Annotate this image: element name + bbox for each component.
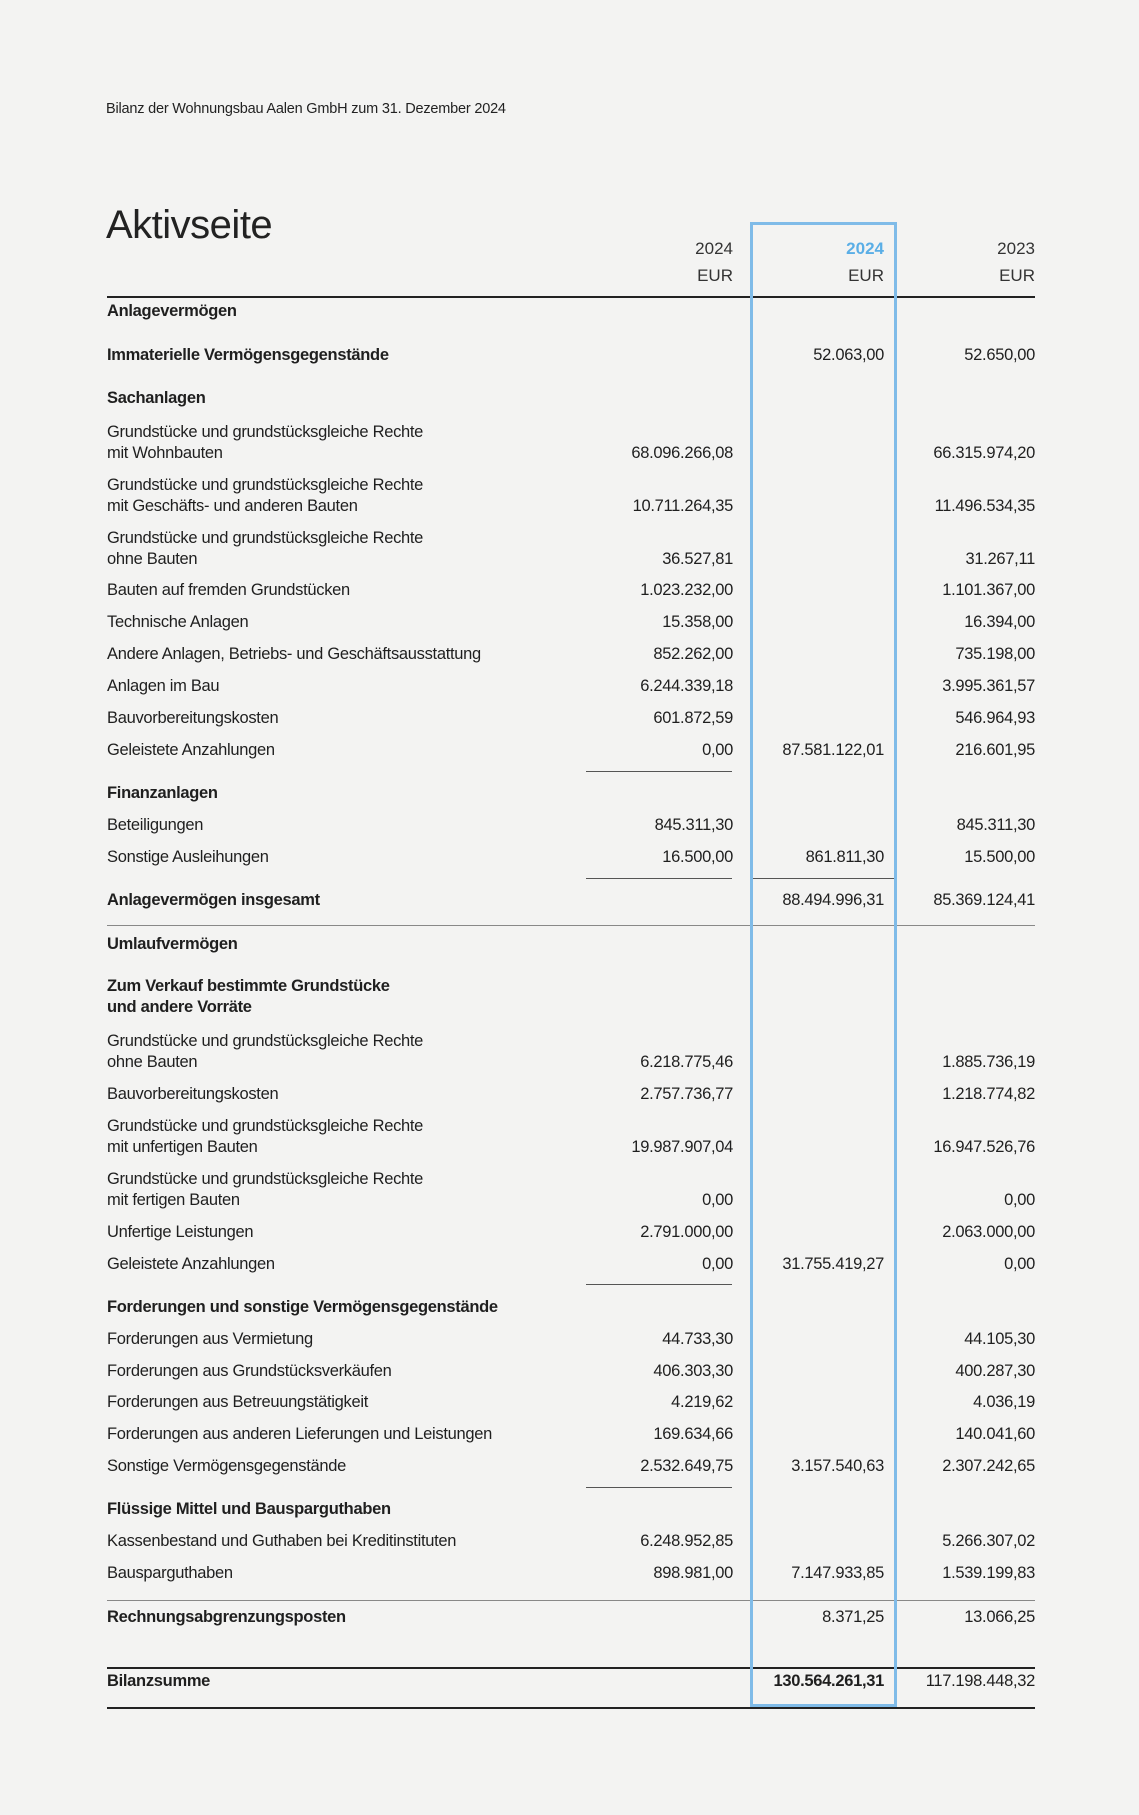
row-label: Forderungen aus anderen Lieferungen und Leistungen [107,1425,492,1443]
row-label: Sonstige Vermögensgegenstände [107,1457,346,1475]
page-title: Aktivseite [106,203,273,247]
table-row [107,1433,1037,1477]
row-label: Grundstücke und grundstücksgleiche Rechte mit Geschäfts- und anderen Bauten [107,476,424,515]
value-c2: 8.371,25 [822,1608,884,1626]
value-c3: 13.066,25 [964,1608,1035,1626]
value-c3: 16.947.526,76 [933,1138,1035,1156]
value-c3: 52.650,00 [964,346,1035,364]
row-label: Beteiligungen [107,816,204,834]
value-c1: 16.500,00 [662,848,733,866]
value-c3: 85.369.124,41 [933,891,1035,909]
rule-line [107,1707,1035,1709]
value-c1: 169.634,66 [653,1425,733,1443]
rule-line [107,925,1035,926]
row-label: Bilanzsumme [107,1672,211,1690]
row-label: Finanzanlagen [107,784,218,802]
rule-line [586,1284,732,1285]
value-c1: 6.218.775,46 [640,1053,733,1071]
row-label: Anlagevermögen [107,302,237,320]
value-c3: 400.287,30 [955,1362,1035,1380]
value-c1: 10.711.264,35 [632,497,733,515]
value-c3: 0,00 [1004,1255,1035,1273]
value-c3: 0,00 [1004,1191,1035,1209]
value-c1: 19.987.907,04 [631,1138,733,1156]
value-c3: 5.266.307,02 [942,1532,1035,1550]
column-header-year: 2024 [695,239,733,258]
row-label: Grundstücke und grundstücksgleiche Rechte mit fertigen Bauten [107,1170,424,1209]
row-label: Rechnungsabgrenzungsposten [107,1608,346,1626]
table-row [107,974,1037,1018]
document-title: Bilanz der Wohnungsbau Aalen GmbH zum 31. Dezember 2024 [106,101,506,117]
value-c1: 6.248.952,85 [640,1532,733,1550]
value-c3: 31.267,11 [965,550,1035,568]
table-row [107,1061,1037,1105]
value-c1: 68.096.266,08 [631,444,733,462]
value-c2: 861.811,30 [805,848,884,866]
table-row [107,824,1037,868]
row-label: Sonstige Ausleihungen [107,848,269,866]
value-c1: 4.219,62 [671,1393,733,1411]
row-label: Zum Verkauf bestimmte Grundstücke und andere Vorräte [107,977,390,1016]
value-c3: 44.105,30 [964,1330,1035,1348]
row-label: Bauvorbereitungskosten [107,709,279,727]
column-header-year: 2024 [846,239,884,258]
row-label: Unfertige Leistungen [107,1223,254,1241]
column-header-unit: EUR [999,266,1035,285]
value-c2: 87.581.122,01 [782,741,884,759]
value-c3: 2.063.000,00 [942,1223,1035,1241]
table-row [107,867,1037,911]
rule-line [752,878,895,879]
rule-line [107,1667,1035,1669]
value-c1: 44.733,30 [662,1330,733,1348]
row-label: Grundstücke und grundstücksgleiche Rechte mit unfertigen Bauten [107,1117,424,1156]
value-c2: 7.147.933,85 [791,1564,884,1582]
value-c3: 735.198,00 [955,645,1035,663]
table-row [107,911,1037,955]
rule-line [107,1600,1035,1601]
table-row [107,1114,1037,1158]
value-c1: 601.872,59 [653,709,733,727]
row-label: Forderungen und sonstige Vermögensgegenstände [107,1298,498,1316]
value-c1: 0,00 [702,1191,733,1209]
value-c2: 52.063,00 [813,346,884,364]
table-row [107,717,1037,761]
row-label: Kassenbestand und Guthaben bei Kreditinstituten [107,1532,457,1550]
row-label: Bauten auf fremden Grundstücken [107,581,350,599]
value-c2: 31.755.419,27 [782,1255,884,1273]
row-label: Immaterielle Vermögensgegenstände [107,346,389,364]
rule-line [107,296,1035,298]
value-c3: 1.218.774,82 [942,1085,1035,1103]
value-c3: 1.539.199,83 [942,1564,1035,1582]
value-c2: 130.564.261,31 [773,1672,884,1690]
row-label: Flüssige Mittel und Bausparguthaben [107,1500,391,1518]
row-label: Forderungen aus Grundstücksverkäufen [107,1362,392,1380]
value-c3: 117.198.448,32 [925,1672,1035,1690]
value-c1: 406.303,30 [653,1362,733,1380]
value-c1: 898.981,00 [653,1564,733,1582]
column-header-year: 2023 [997,239,1035,258]
table-row [107,473,1037,517]
value-c3: 15.500,00 [964,848,1035,866]
value-c3: 845.311,30 [956,816,1035,834]
row-label: Grundstücke und grundstücksgleiche Rechte ohne Bauten [107,1032,424,1071]
row-label: Bauvorbereitungskosten [107,1085,279,1103]
value-c1: 2.757.736,77 [640,1085,733,1103]
value-c3: 3.995.361,57 [942,677,1035,695]
value-c1: 0,00 [702,1255,733,1273]
table-row [107,1231,1037,1275]
rule-line [586,771,732,772]
value-c1: 36.527,81 [662,550,733,568]
value-c3: 11.496.534,35 [934,497,1035,515]
row-label: Forderungen aus Vermietung [107,1330,313,1348]
value-c3: 216.601,95 [955,741,1035,759]
value-c1: 6.244.339,18 [640,677,733,695]
row-label: Sachanlagen [107,389,206,407]
column-header-unit: EUR [697,266,733,285]
table-row [107,1648,1037,1692]
rule-line [586,878,732,879]
row-label: Bausparguthaben [107,1564,233,1582]
table-row [107,365,1037,409]
rule-line [586,1487,732,1488]
row-label: Umlaufvermögen [107,935,238,953]
table-row [107,420,1037,464]
row-label: Anlagen im Bau [107,677,220,695]
value-c3: 1.101.367,00 [942,581,1035,599]
value-c1: 2.532.649,75 [640,1457,733,1475]
value-c3: 16.394,00 [964,613,1035,631]
value-c1: 0,00 [702,741,733,759]
table-row [107,1584,1037,1628]
column-header-unit: EUR [848,266,884,285]
row-label: Technische Anlagen [107,613,249,631]
value-c3: 4.036,19 [973,1393,1035,1411]
value-c2: 3.157.540,63 [791,1457,884,1475]
value-c1: 15.358,00 [662,613,733,631]
table-row [107,278,1037,322]
value-c3: 66.315.974,20 [933,444,1035,462]
row-label: Andere Anlagen, Betriebs- und Geschäftsausstattung [107,645,481,663]
value-c3: 2.307.242,65 [942,1457,1035,1475]
value-c3: 140.041,60 [955,1425,1035,1443]
value-c1: 2.791.000,00 [640,1223,733,1241]
value-c1: 852.262,00 [653,645,733,663]
value-c3: 546.964,93 [955,709,1035,727]
row-label: Geleistete Anzahlungen [107,741,275,759]
row-label: Grundstücke und grundstücksgleiche Rechte mit Wohnbauten [107,423,424,462]
table-row [107,322,1037,366]
row-label: Geleistete Anzahlungen [107,1255,275,1273]
value-c1: 845.311,30 [654,816,733,834]
row-label: Forderungen aus Betreuungstätigkeit [107,1393,369,1411]
value-c2: 88.494.996,31 [782,891,884,909]
row-label: Grundstücke und grundstücksgleiche Rechte ohne Bauten [107,529,424,568]
value-c1: 1.023.232,00 [640,581,733,599]
value-c3: 1.885.736,19 [942,1053,1035,1071]
row-label: Anlagevermögen insgesamt [107,891,320,909]
table-row [107,1540,1037,1584]
